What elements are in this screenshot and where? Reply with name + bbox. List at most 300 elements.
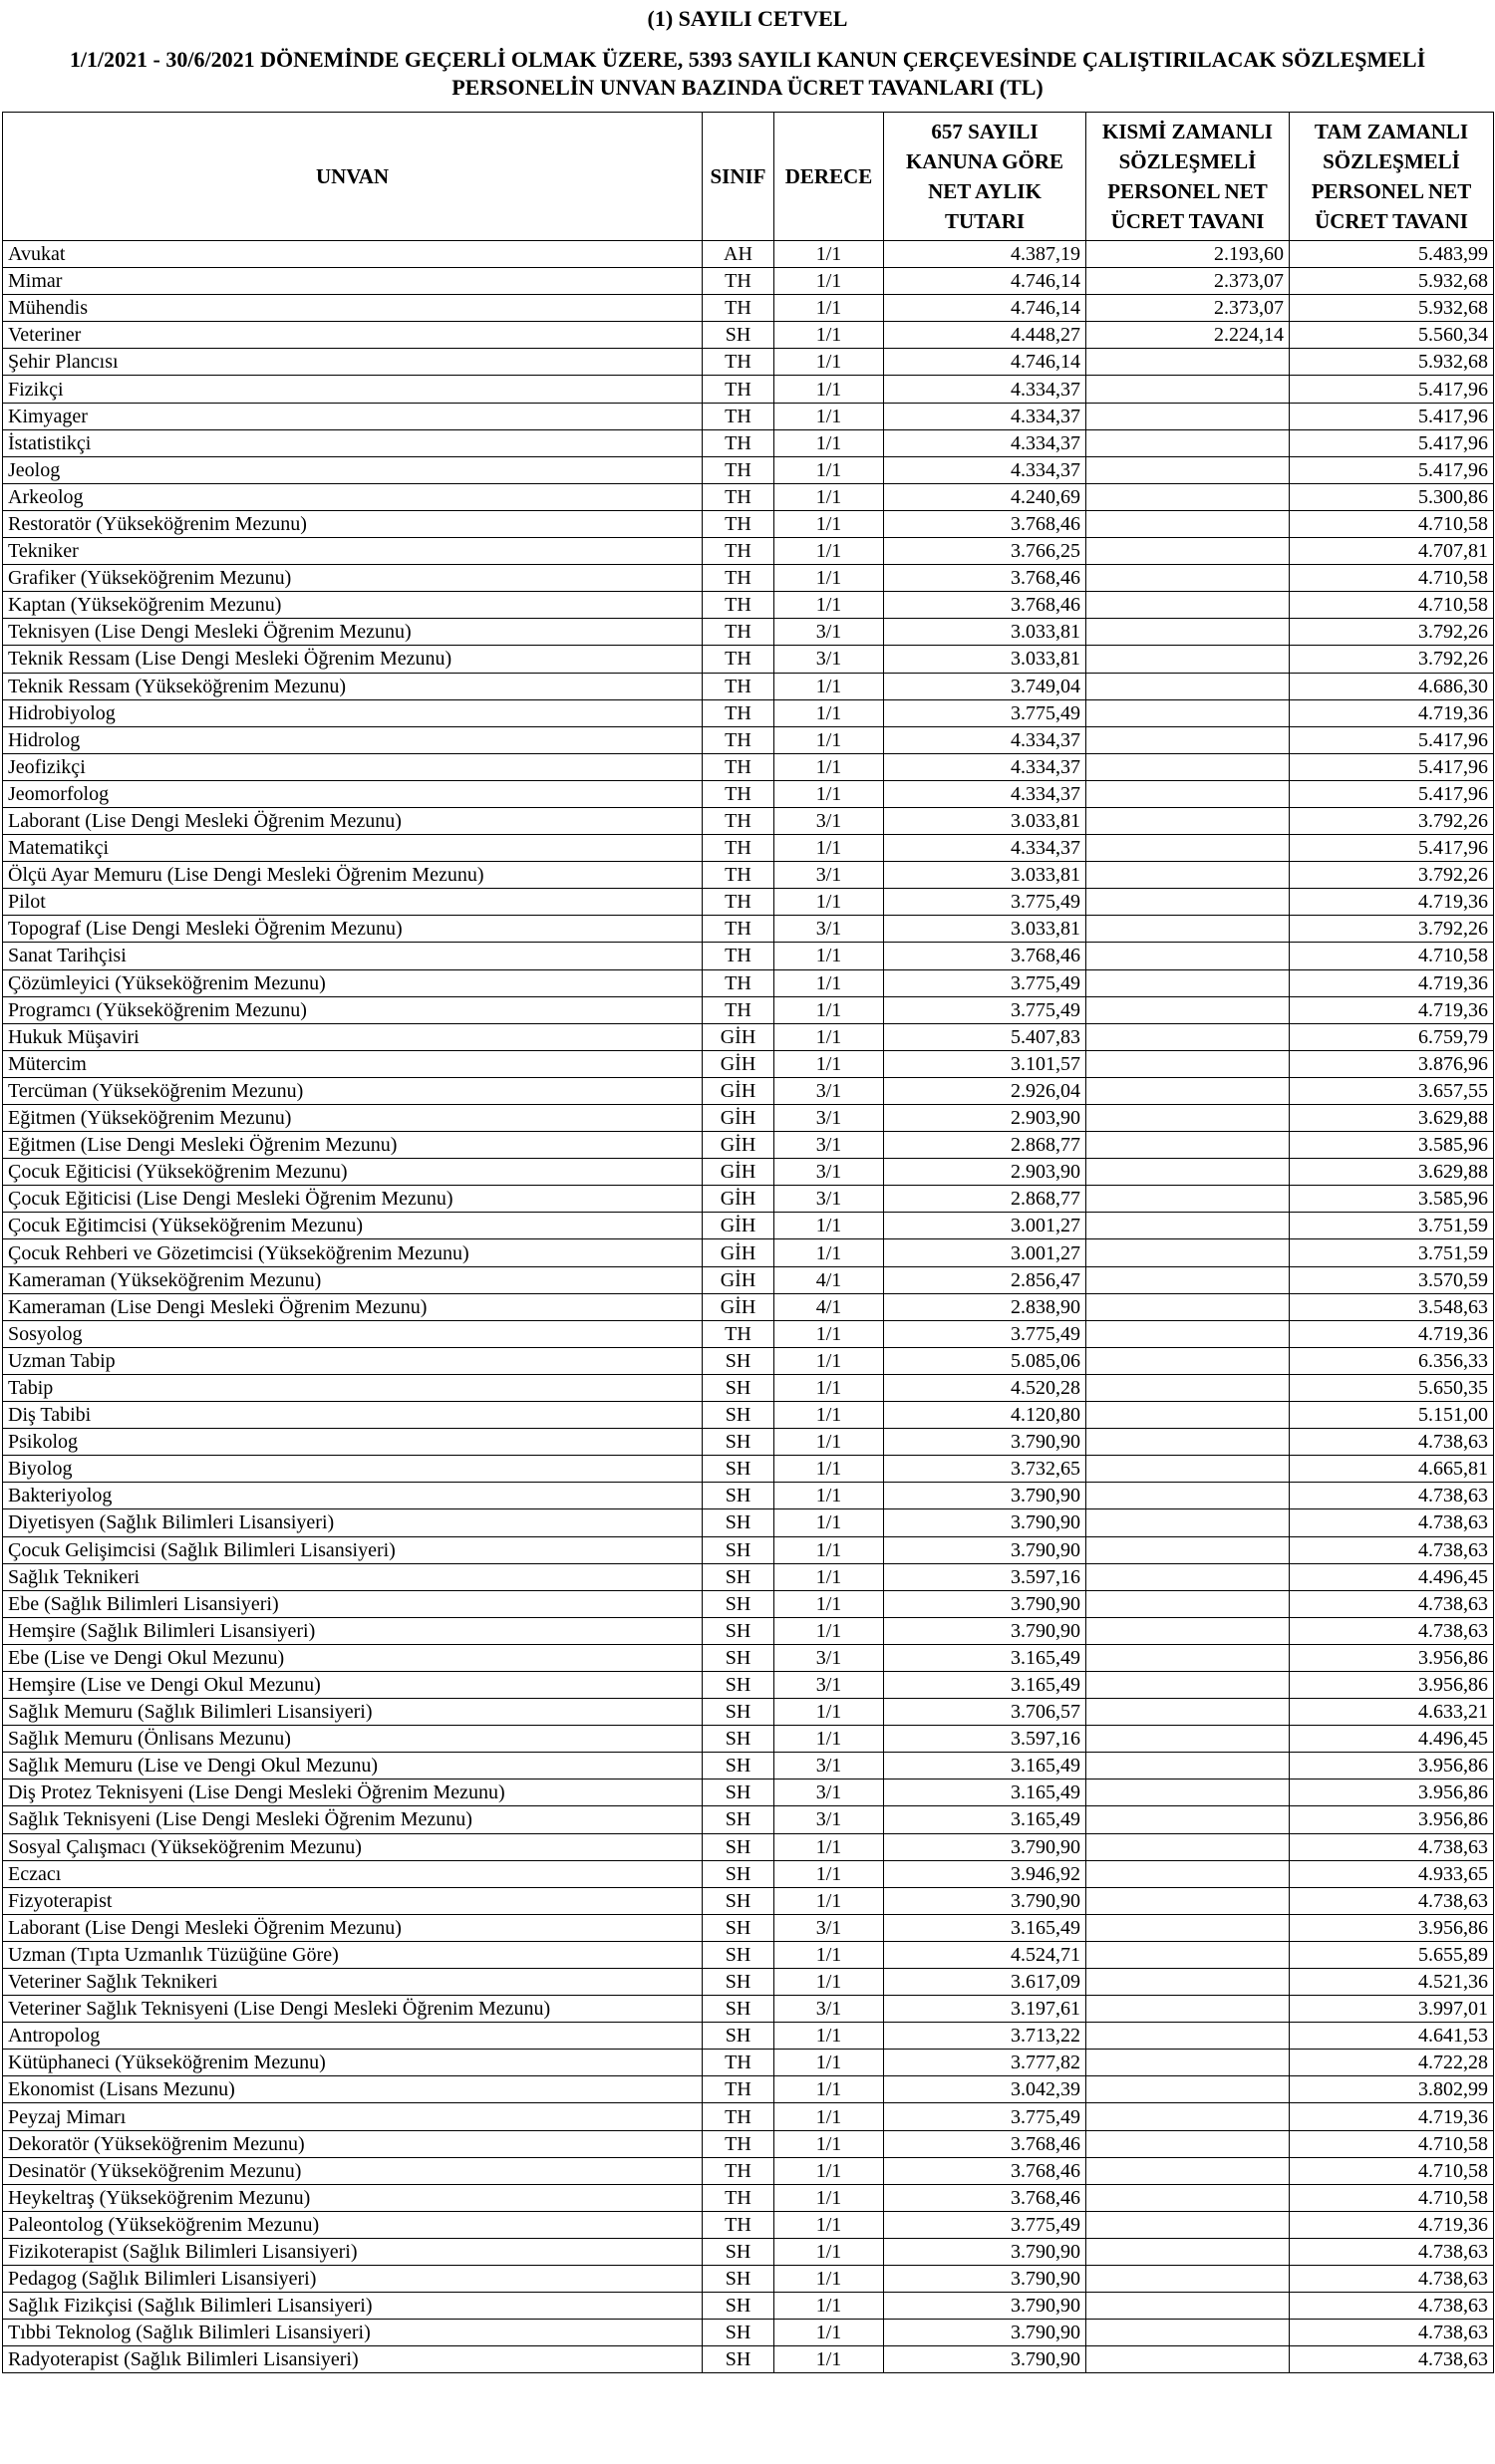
cell-tam-zamanli: 5.483,99	[1290, 241, 1494, 268]
cell-net-aylik: 4.334,37	[884, 376, 1086, 403]
cell-derece: 1/1	[774, 592, 884, 619]
cell-unvan: Sağlık Teknikeri	[3, 1563, 703, 1590]
cell-net-aylik: 3.768,46	[884, 2130, 1086, 2157]
cell-net-aylik: 4.746,14	[884, 268, 1086, 295]
cell-tam-zamanli: 6.759,79	[1290, 1023, 1494, 1050]
cell-net-aylik: 3.033,81	[884, 916, 1086, 943]
cell-kismi-zamanli	[1086, 1293, 1290, 1320]
cell-derece: 1/1	[774, 889, 884, 916]
table-row	[3, 807, 1494, 834]
cell-sinif: GİH	[703, 1077, 774, 1104]
cell-derece: 1/1	[774, 1860, 884, 1887]
cell-kismi-zamanli	[1086, 1536, 1290, 1563]
cell-derece: 1/1	[774, 2076, 884, 2103]
cell-net-aylik: 2.868,77	[884, 1132, 1086, 1159]
cell-derece: 1/1	[774, 726, 884, 753]
cell-unvan: Kaptan (Yükseköğrenim Mezunu)	[3, 592, 703, 619]
cell-net-aylik: 4.334,37	[884, 429, 1086, 456]
cell-net-aylik: 3.790,90	[884, 1536, 1086, 1563]
cell-net-aylik: 2.926,04	[884, 1077, 1086, 1104]
cell-unvan: Hidrobiyolog	[3, 699, 703, 726]
table-row	[3, 726, 1494, 753]
cell-kismi-zamanli	[1086, 429, 1290, 456]
cell-tam-zamanli: 3.751,59	[1290, 1213, 1494, 1239]
cell-kismi-zamanli	[1086, 2346, 1290, 2373]
cell-unvan: Eğitmen (Lise Dengi Mesleki Öğrenim Mezunu)	[3, 1132, 703, 1159]
cell-derece: 1/1	[774, 483, 884, 510]
cell-tam-zamanli: 4.738,63	[1290, 1536, 1494, 1563]
table-row	[3, 1077, 1494, 1104]
cell-sinif: SH	[703, 1941, 774, 1968]
table-row	[3, 1753, 1494, 1780]
cell-kismi-zamanli	[1086, 2266, 1290, 2293]
cell-unvan: Sosyal Çalışmacı (Yükseköğrenim Mezunu)	[3, 1833, 703, 1860]
cetvel-heading: (1) SAYILI CETVEL	[647, 6, 848, 31]
cell-derece: 1/1	[774, 2157, 884, 2184]
cell-kismi-zamanli	[1086, 1483, 1290, 1509]
cell-kismi-zamanli	[1086, 538, 1290, 565]
header-derece: DERECE	[774, 113, 884, 241]
cell-sinif: TH	[703, 429, 774, 456]
cell-sinif: TH	[703, 2130, 774, 2157]
header-net-aylik: 657 SAYILI KANUNA GÖRE NET AYLIK TUTARI	[884, 113, 1086, 241]
cell-net-aylik: 3.165,49	[884, 1780, 1086, 1806]
cell-net-aylik: 3.790,90	[884, 1617, 1086, 1644]
cell-derece: 1/1	[774, 1726, 884, 1753]
cell-tam-zamanli: 4.521,36	[1290, 1969, 1494, 1996]
cell-tam-zamanli: 4.738,63	[1290, 1509, 1494, 1536]
cell-kismi-zamanli	[1086, 565, 1290, 592]
cell-kismi-zamanli	[1086, 1887, 1290, 1914]
cell-derece: 3/1	[774, 646, 884, 673]
cell-net-aylik: 3.033,81	[884, 619, 1086, 646]
cell-tam-zamanli: 3.956,86	[1290, 1780, 1494, 1806]
cell-kismi-zamanli	[1086, 1239, 1290, 1266]
cell-tam-zamanli: 3.548,63	[1290, 1293, 1494, 1320]
cell-unvan: Şehir Plancısı	[3, 349, 703, 376]
cell-derece: 1/1	[774, 1429, 884, 1456]
cell-kismi-zamanli	[1086, 673, 1290, 699]
cell-sinif: SH	[703, 1753, 774, 1780]
cell-derece: 1/1	[774, 1483, 884, 1509]
cell-unvan: Peyzaj Mimarı	[3, 2103, 703, 2130]
cell-kismi-zamanli	[1086, 1996, 1290, 2023]
cell-derece: 3/1	[774, 1077, 884, 1104]
cell-net-aylik: 3.165,49	[884, 1914, 1086, 1941]
cell-sinif: TH	[703, 753, 774, 780]
table-row	[3, 1617, 1494, 1644]
cell-tam-zamanli: 3.792,26	[1290, 862, 1494, 889]
cell-kismi-zamanli	[1086, 2130, 1290, 2157]
cell-sinif: TH	[703, 699, 774, 726]
cell-derece: 3/1	[774, 1105, 884, 1132]
table-row	[3, 1780, 1494, 1806]
cell-net-aylik: 4.334,37	[884, 726, 1086, 753]
cell-sinif: SH	[703, 1887, 774, 1914]
cell-unvan: Dekoratör (Yükseköğrenim Mezunu)	[3, 2130, 703, 2157]
table-row	[3, 1509, 1494, 1536]
cell-derece: 1/1	[774, 456, 884, 483]
table-row	[3, 2184, 1494, 2211]
cell-sinif: TH	[703, 2184, 774, 2211]
cell-net-aylik: 4.746,14	[884, 295, 1086, 322]
cell-tam-zamanli: 3.956,86	[1290, 1753, 1494, 1780]
table-row	[3, 2238, 1494, 2265]
cell-kismi-zamanli	[1086, 1347, 1290, 1374]
cell-kismi-zamanli	[1086, 1213, 1290, 1239]
table-row	[3, 322, 1494, 349]
cell-sinif: GİH	[703, 1159, 774, 1186]
cell-kismi-zamanli	[1086, 699, 1290, 726]
cell-sinif: GİH	[703, 1132, 774, 1159]
cell-unvan: Uzman Tabip	[3, 1347, 703, 1374]
cell-sinif: SH	[703, 2266, 774, 2293]
cell-net-aylik: 4.746,14	[884, 349, 1086, 376]
cell-derece: 1/1	[774, 2320, 884, 2346]
table-row	[3, 673, 1494, 699]
cell-sinif: SH	[703, 1726, 774, 1753]
cell-kismi-zamanli	[1086, 969, 1290, 996]
cell-unvan: Diyetisyen (Sağlık Bilimleri Lisansiyeri)	[3, 1509, 703, 1536]
cell-unvan: Veteriner	[3, 322, 703, 349]
cell-net-aylik: 3.033,81	[884, 862, 1086, 889]
cell-net-aylik: 3.768,46	[884, 2184, 1086, 2211]
cell-unvan: Heykeltraş (Yükseköğrenim Mezunu)	[3, 2184, 703, 2211]
cell-derece: 1/1	[774, 780, 884, 807]
cell-tam-zamanli: 4.719,36	[1290, 969, 1494, 996]
cell-net-aylik: 3.768,46	[884, 565, 1086, 592]
cell-derece: 1/1	[774, 2103, 884, 2130]
table-row	[3, 2076, 1494, 2103]
cell-net-aylik: 4.334,37	[884, 835, 1086, 862]
cell-unvan: Çocuk Eğiticisi (Yükseköğrenim Mezunu)	[3, 1159, 703, 1186]
table-row	[3, 2023, 1494, 2050]
cell-net-aylik: 3.946,92	[884, 1860, 1086, 1887]
cell-derece: 3/1	[774, 862, 884, 889]
table-row	[3, 1374, 1494, 1401]
table-row	[3, 1969, 1494, 1996]
cell-unvan: Fizikoterapist (Sağlık Bilimleri Lisansiyeri)	[3, 2238, 703, 2265]
cell-kismi-zamanli: 2.373,07	[1086, 295, 1290, 322]
cell-derece: 1/1	[774, 2346, 884, 2373]
cell-net-aylik: 3.790,90	[884, 1590, 1086, 1617]
cell-sinif: SH	[703, 1590, 774, 1617]
cell-unvan: Mütercim	[3, 1050, 703, 1077]
table-row	[3, 1563, 1494, 1590]
cell-derece: 1/1	[774, 322, 884, 349]
cell-kismi-zamanli: 2.373,07	[1086, 268, 1290, 295]
table-row	[3, 1239, 1494, 1266]
cell-derece: 1/1	[774, 1969, 884, 1996]
cell-sinif: GİH	[703, 1266, 774, 1293]
cell-net-aylik: 3.768,46	[884, 510, 1086, 537]
cell-tam-zamanli: 3.956,86	[1290, 1671, 1494, 1698]
cell-derece: 3/1	[774, 1159, 884, 1186]
cell-net-aylik: 3.790,90	[884, 1887, 1086, 1914]
table-row	[3, 1402, 1494, 1429]
cell-sinif: TH	[703, 2211, 774, 2238]
cell-sinif: TH	[703, 726, 774, 753]
cell-kismi-zamanli	[1086, 1105, 1290, 1132]
cell-kismi-zamanli	[1086, 1860, 1290, 1887]
cell-tam-zamanli: 5.417,96	[1290, 429, 1494, 456]
cell-unvan: Ebe (Lise ve Dengi Okul Mezunu)	[3, 1644, 703, 1671]
cell-derece: 1/1	[774, 1699, 884, 1726]
cell-sinif: TH	[703, 889, 774, 916]
cell-sinif: TH	[703, 807, 774, 834]
cell-tam-zamanli: 4.738,63	[1290, 2293, 1494, 2320]
cell-derece: 1/1	[774, 1320, 884, 1347]
table-row	[3, 646, 1494, 673]
cell-tam-zamanli: 4.686,30	[1290, 673, 1494, 699]
cell-tam-zamanli: 3.792,26	[1290, 807, 1494, 834]
cell-net-aylik: 4.334,37	[884, 780, 1086, 807]
cell-tam-zamanli: 4.738,63	[1290, 1483, 1494, 1509]
table-row	[3, 969, 1494, 996]
cell-kismi-zamanli	[1086, 1186, 1290, 1213]
table-row	[3, 295, 1494, 322]
cell-tam-zamanli: 3.876,96	[1290, 1050, 1494, 1077]
cell-kismi-zamanli	[1086, 835, 1290, 862]
cell-derece: 3/1	[774, 1753, 884, 1780]
cell-kismi-zamanli	[1086, 349, 1290, 376]
cell-tam-zamanli: 4.496,45	[1290, 1563, 1494, 1590]
cell-net-aylik: 2.903,90	[884, 1105, 1086, 1132]
cell-sinif: TH	[703, 862, 774, 889]
table-row	[3, 565, 1494, 592]
cell-kismi-zamanli	[1086, 2103, 1290, 2130]
cell-derece: 1/1	[774, 1887, 884, 1914]
cell-sinif: SH	[703, 2320, 774, 2346]
cell-tam-zamanli: 3.792,26	[1290, 916, 1494, 943]
table-row	[3, 835, 1494, 862]
cell-sinif: SH	[703, 1402, 774, 1429]
cell-tam-zamanli: 4.738,63	[1290, 1617, 1494, 1644]
table-row	[3, 1159, 1494, 1186]
cell-sinif: TH	[703, 996, 774, 1023]
cell-derece: 1/1	[774, 295, 884, 322]
cell-unvan: Ölçü Ayar Memuru (Lise Dengi Mesleki Öğrenim Mezunu)	[3, 862, 703, 889]
header-tam-zamanli: TAM ZAMANLI SÖZLEŞMELİ PERSONEL NET ÜCRET TAVANI	[1290, 113, 1494, 241]
cell-derece: 1/1	[774, 2130, 884, 2157]
cell-derece: 3/1	[774, 807, 884, 834]
cell-kismi-zamanli	[1086, 376, 1290, 403]
cell-unvan: Pedagog (Sağlık Bilimleri Lisansiyeri)	[3, 2266, 703, 2293]
cell-derece: 1/1	[774, 1347, 884, 1374]
cell-unvan: Ebe (Sağlık Bilimleri Lisansiyeri)	[3, 1590, 703, 1617]
cell-sinif: TH	[703, 2050, 774, 2076]
cell-net-aylik: 3.775,49	[884, 2211, 1086, 2238]
cell-kismi-zamanli	[1086, 510, 1290, 537]
cell-tam-zamanli: 5.417,96	[1290, 456, 1494, 483]
cell-tam-zamanli: 4.738,63	[1290, 2266, 1494, 2293]
cell-net-aylik: 3.790,90	[884, 1509, 1086, 1536]
table-header-row	[3, 113, 1494, 241]
cell-sinif: TH	[703, 2076, 774, 2103]
cell-sinif: TH	[703, 646, 774, 673]
table-row	[3, 241, 1494, 268]
cell-derece: 1/1	[774, 2238, 884, 2265]
cell-sinif: SH	[703, 2346, 774, 2373]
cell-kismi-zamanli	[1086, 1726, 1290, 1753]
cell-tam-zamanli: 4.710,58	[1290, 510, 1494, 537]
cell-net-aylik: 3.033,81	[884, 807, 1086, 834]
cell-kismi-zamanli	[1086, 1563, 1290, 1590]
cell-tam-zamanli: 4.738,63	[1290, 1590, 1494, 1617]
cell-unvan: Matematikçi	[3, 835, 703, 862]
cell-kismi-zamanli	[1086, 2050, 1290, 2076]
cell-sinif: SH	[703, 1833, 774, 1860]
cell-derece: 1/1	[774, 538, 884, 565]
cell-tam-zamanli: 3.956,86	[1290, 1914, 1494, 1941]
cell-sinif: SH	[703, 1644, 774, 1671]
cell-tam-zamanli: 3.629,88	[1290, 1159, 1494, 1186]
cell-net-aylik: 3.033,81	[884, 646, 1086, 673]
cell-tam-zamanli: 3.956,86	[1290, 1644, 1494, 1671]
cell-sinif: TH	[703, 969, 774, 996]
cell-tam-zamanli: 4.710,58	[1290, 2130, 1494, 2157]
cell-tam-zamanli: 5.932,68	[1290, 349, 1494, 376]
cell-kismi-zamanli	[1086, 1266, 1290, 1293]
cell-kismi-zamanli	[1086, 1159, 1290, 1186]
cell-tam-zamanli: 4.719,36	[1290, 996, 1494, 1023]
cell-tam-zamanli: 4.738,63	[1290, 1887, 1494, 1914]
table-row	[3, 943, 1494, 969]
header-kismi-zamanli: KISMİ ZAMANLI SÖZLEŞMELİ PERSONEL NET ÜCRET TAVANI	[1086, 113, 1290, 241]
cell-sinif: SH	[703, 2238, 774, 2265]
cell-tam-zamanli: 4.496,45	[1290, 1726, 1494, 1753]
cell-kismi-zamanli	[1086, 1780, 1290, 1806]
cell-kismi-zamanli: 2.224,14	[1086, 322, 1290, 349]
cell-unvan: Grafiker (Yükseköğrenim Mezunu)	[3, 565, 703, 592]
cell-tam-zamanli: 4.738,63	[1290, 2346, 1494, 2373]
cell-tam-zamanli: 4.722,28	[1290, 2050, 1494, 2076]
cell-derece: 1/1	[774, 2211, 884, 2238]
table-row	[3, 1699, 1494, 1726]
cell-derece: 1/1	[774, 1456, 884, 1483]
cell-unvan: Arkeolog	[3, 483, 703, 510]
cell-kismi-zamanli	[1086, 403, 1290, 429]
cell-derece: 1/1	[774, 1509, 884, 1536]
cell-kismi-zamanli	[1086, 1617, 1290, 1644]
table-row	[3, 2266, 1494, 2293]
table-row	[3, 1429, 1494, 1456]
cell-net-aylik: 3.165,49	[884, 1806, 1086, 1833]
cell-derece: 3/1	[774, 1914, 884, 1941]
cell-sinif: SH	[703, 1429, 774, 1456]
cell-derece: 3/1	[774, 1806, 884, 1833]
cell-tam-zamanli: 5.417,96	[1290, 726, 1494, 753]
cell-sinif: SH	[703, 1347, 774, 1374]
cell-unvan: Hemşire (Sağlık Bilimleri Lisansiyeri)	[3, 1617, 703, 1644]
cell-unvan: Tercüman (Yükseköğrenim Mezunu)	[3, 1077, 703, 1104]
cell-derece: 1/1	[774, 1050, 884, 1077]
cell-sinif: SH	[703, 1374, 774, 1401]
cell-tam-zamanli: 4.738,63	[1290, 2320, 1494, 2346]
cell-tam-zamanli: 6.356,33	[1290, 1347, 1494, 1374]
cell-net-aylik: 3.101,57	[884, 1050, 1086, 1077]
cell-net-aylik: 3.042,39	[884, 2076, 1086, 2103]
cell-tam-zamanli: 4.738,63	[1290, 1833, 1494, 1860]
cell-net-aylik: 4.120,80	[884, 1402, 1086, 1429]
cell-derece: 1/1	[774, 943, 884, 969]
cell-net-aylik: 4.334,37	[884, 753, 1086, 780]
cell-tam-zamanli: 4.719,36	[1290, 2211, 1494, 2238]
cell-tam-zamanli: 4.710,58	[1290, 592, 1494, 619]
cell-unvan: Veteriner Sağlık Teknikeri	[3, 1969, 703, 1996]
cell-derece: 1/1	[774, 1239, 884, 1266]
cell-derece: 1/1	[774, 699, 884, 726]
cell-unvan: Tıbbi Teknolog (Sağlık Bilimleri Lisansiyeri)	[3, 2320, 703, 2346]
cell-derece: 1/1	[774, 2266, 884, 2293]
cell-sinif: AH	[703, 241, 774, 268]
cell-derece: 1/1	[774, 835, 884, 862]
cell-sinif: TH	[703, 483, 774, 510]
cell-net-aylik: 3.768,46	[884, 2157, 1086, 2184]
cell-net-aylik: 3.775,49	[884, 889, 1086, 916]
cell-kismi-zamanli	[1086, 1320, 1290, 1347]
cell-net-aylik: 3.617,09	[884, 1969, 1086, 1996]
cell-kismi-zamanli	[1086, 1699, 1290, 1726]
cell-unvan: İstatistikçi	[3, 429, 703, 456]
cell-kismi-zamanli	[1086, 1806, 1290, 1833]
table-row	[3, 268, 1494, 295]
table-row	[3, 2103, 1494, 2130]
cell-sinif: SH	[703, 1536, 774, 1563]
cell-sinif: SH	[703, 2023, 774, 2050]
cell-tam-zamanli: 3.792,26	[1290, 619, 1494, 646]
cell-unvan: Tekniker	[3, 538, 703, 565]
cell-tam-zamanli: 4.707,81	[1290, 538, 1494, 565]
header-unvan: UNVAN	[3, 113, 703, 241]
cell-net-aylik: 3.768,46	[884, 943, 1086, 969]
cell-sinif: TH	[703, 403, 774, 429]
cell-net-aylik: 3.768,46	[884, 592, 1086, 619]
cell-unvan: Teknik Ressam (Lise Dengi Mesleki Öğrenim Mezunu)	[3, 646, 703, 673]
table-row	[3, 1996, 1494, 2023]
cell-sinif: TH	[703, 1320, 774, 1347]
cell-kismi-zamanli	[1086, 1969, 1290, 1996]
cell-sinif: SH	[703, 1483, 774, 1509]
cell-net-aylik: 3.165,49	[884, 1671, 1086, 1698]
cell-net-aylik: 3.197,61	[884, 1996, 1086, 2023]
table-row	[3, 1806, 1494, 1833]
cell-derece: 1/1	[774, 2184, 884, 2211]
cell-sinif: TH	[703, 349, 774, 376]
cell-derece: 1/1	[774, 268, 884, 295]
table-row	[3, 1671, 1494, 1698]
cell-tam-zamanli: 4.633,21	[1290, 1699, 1494, 1726]
cell-tam-zamanli: 5.417,96	[1290, 753, 1494, 780]
cell-sinif: TH	[703, 780, 774, 807]
title-line-2: PERSONELİN UNVAN BAZINDA ÜCRET TAVANLARI (TL)	[451, 75, 1044, 100]
cell-unvan: Jeofizikçi	[3, 753, 703, 780]
cell-derece: 3/1	[774, 1671, 884, 1698]
cell-unvan: Çocuk Eğiticisi (Lise Dengi Mesleki Öğrenim Mezunu)	[3, 1186, 703, 1213]
cell-sinif: TH	[703, 2103, 774, 2130]
cell-derece: 1/1	[774, 996, 884, 1023]
cell-net-aylik: 3.790,90	[884, 2266, 1086, 2293]
cell-net-aylik: 3.732,65	[884, 1456, 1086, 1483]
cell-sinif: GİH	[703, 1293, 774, 1320]
cell-tam-zamanli: 5.300,86	[1290, 483, 1494, 510]
cell-net-aylik: 3.597,16	[884, 1726, 1086, 1753]
cell-derece: 1/1	[774, 2293, 884, 2320]
cell-kismi-zamanli	[1086, 1671, 1290, 1698]
table-row	[3, 1132, 1494, 1159]
table-row	[3, 1860, 1494, 1887]
cell-unvan: Sosyolog	[3, 1320, 703, 1347]
